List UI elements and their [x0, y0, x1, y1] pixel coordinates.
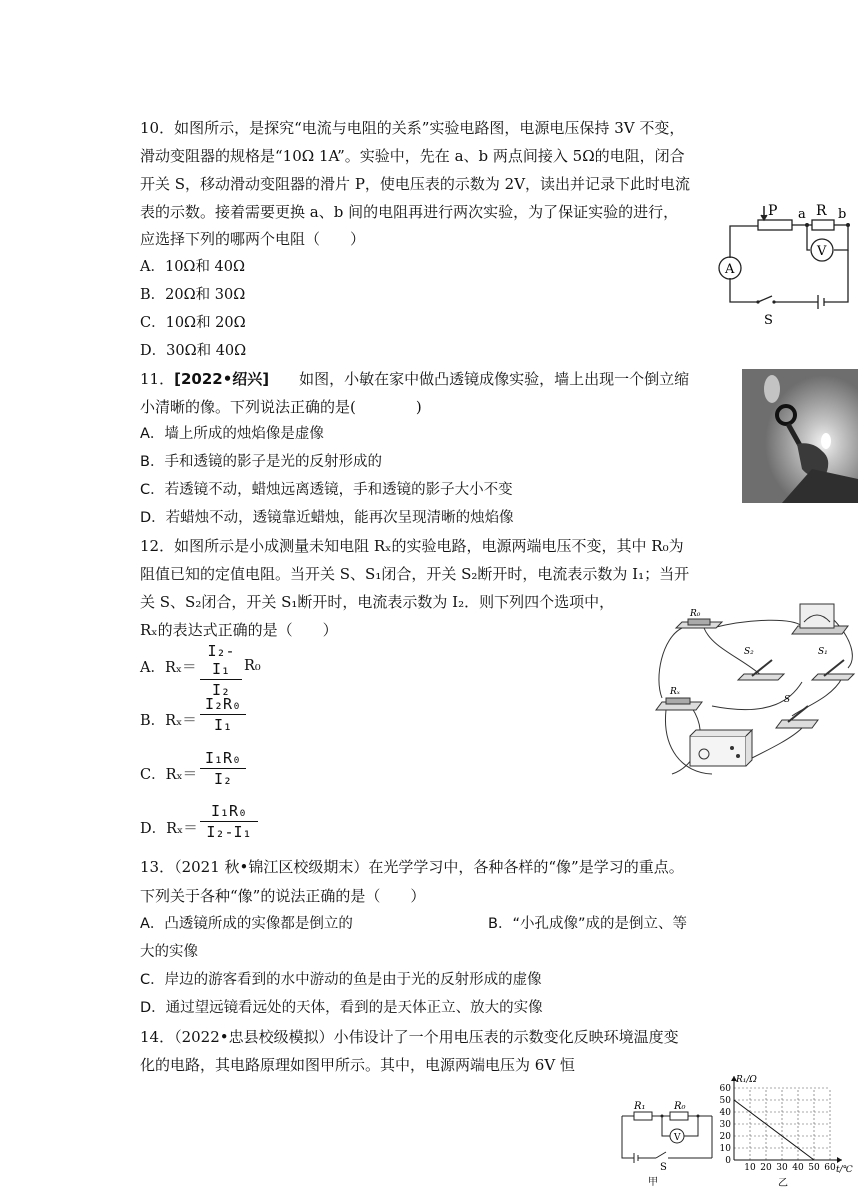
fraction-bar [200, 679, 242, 680]
q12-option-a-numerator: I₂-I₁ [207, 642, 235, 678]
q12-option-a-denominator: I₂ [211, 681, 231, 699]
q14-voltmeter-label: V [674, 1133, 681, 1143]
switch-s1 [812, 660, 854, 680]
q11-line-2: 小清晰的像。下列说法正确的是( ) [140, 398, 422, 416]
x-tick-label: 60 [824, 1163, 836, 1173]
q12-option-d-label: D．Rₓ＝ [140, 821, 198, 837]
q11-source: [2022•绍兴] [174, 370, 270, 388]
q13-option-b-continued: 大的实像 [140, 944, 198, 960]
q10-option-a: A．10Ω和 40Ω [140, 259, 246, 275]
q10-line-3: 开关 S，移动滑动变阻器的滑片 P，使电压表的示数为 2V，读出并记录下此时电流 [140, 175, 691, 193]
fraction-bar [200, 714, 246, 715]
q12-line-4: Rₓ的表达式正确的是（ ） [140, 621, 338, 639]
q10-label-p: P [768, 203, 778, 219]
x-axis-label: t/℃ [836, 1165, 853, 1175]
q11-line-1 [140, 369, 689, 389]
q13-option-a: A．凸透镜所成的实像都是倒立的 [140, 916, 353, 932]
q12-option-c-label: C．Rₓ＝ [140, 767, 198, 783]
q13-option-c: C．岸边的游客看到的水中游动的鱼是由于光的反射形成的虚像 [140, 972, 542, 988]
y-tick-label: 10 [719, 1144, 731, 1154]
q10-label-a: a [798, 207, 806, 222]
q11-option-c: C．若透镜不动，蜡烛远离透镜，手和透镜的影子大小不变 [140, 482, 513, 498]
q10-voltmeter-label: V [817, 244, 827, 259]
q12-apparatus-figure [652, 598, 858, 780]
x-tick-label: 40 [792, 1163, 804, 1173]
q13-line-2: 下列关于各种“像”的说法正确的是（ ） [140, 887, 426, 905]
q12-label-s: S [784, 695, 791, 705]
power-supply-icon [690, 730, 752, 766]
q12-option-d-numerator: I₁R₀ [210, 802, 248, 820]
q12-option-d-fraction [200, 802, 258, 841]
q12-label-s2: S₂ [744, 647, 754, 657]
q12-option-b-fraction [200, 695, 246, 734]
fraction-bar [200, 768, 246, 769]
chart-caption-yi: 乙 [778, 1178, 788, 1189]
q14-circuit-jia [614, 1096, 720, 1189]
q14-caption-jia: 甲 [648, 1177, 658, 1188]
q10-ammeter-label: A [725, 262, 735, 277]
ammeter-icon [792, 604, 848, 634]
q10-label-b: b [838, 207, 847, 222]
q12-option-a-label: A．Rₓ＝ [140, 660, 197, 676]
q10-line-5: 应选择下列的哪两个电阻（ ） [140, 230, 366, 248]
x-tick-label: 30 [776, 1163, 788, 1173]
y-tick-label: 60 [719, 1084, 731, 1094]
q12-label-rx: Rₓ [670, 687, 680, 697]
q13-option-d: D．通过望远镜看远处的天体，看到的是天体正立、放大的实像 [140, 1000, 543, 1016]
x-axis-arrow [837, 1157, 842, 1163]
switch-s [776, 706, 818, 728]
q12-option-b-numerator: I₂R₀ [204, 695, 242, 713]
q12-line-1: 12．如图所示是小成测量未知电阻 Rₓ的实验电路，电源两端电压不变，其中 R₀为 [140, 537, 684, 555]
fraction-bar [200, 821, 258, 822]
q10-line-2: 滑动变阻器的规格是“10Ω 1A”。实验中，先在 a、b 两点间接入 5Ω的电阻，闭合 [140, 147, 685, 165]
y-axis-label: R₁/Ω [736, 1075, 757, 1085]
q12-option-c-numerator: I₁R₀ [204, 749, 242, 767]
y-tick-label: 40 [719, 1108, 731, 1118]
q10-label-r: R [816, 203, 827, 219]
q10-switch-label: S [764, 313, 773, 328]
q14-label-r1: R₁ [634, 1101, 646, 1112]
q12-option-c-denominator: I₂ [213, 770, 233, 788]
rx-resistor-board [656, 698, 702, 710]
q12-option-d-denominator: I₂-I₁ [206, 823, 252, 841]
q14-line-1: 14．（2022•忠县校级模拟）小伟设计了一个用电压表的示数变化反映环境温度变 [140, 1028, 679, 1046]
r0-resistor-board [676, 619, 722, 628]
q12-label-s1: S₁ [818, 647, 828, 657]
x-tick-label: 50 [808, 1163, 820, 1173]
q14-switch-label: S [660, 1162, 667, 1173]
q11-number: 11． [140, 370, 175, 388]
q13-line-1: 13．（2021 秋•锦江区校级期末）在光学学习中，各种各样的“像”是学习的重点。 [140, 858, 684, 876]
q10-line-4: 表的示数。接着需要更换 a、b 间的电阻再进行两次实验，为了保证实验的进行， [140, 203, 679, 221]
q14-line-2: 化的电路，其电路原理如图甲所示。其中，电源两端电压为 6V 恒 [140, 1056, 575, 1074]
q14-label-r0: R₀ [674, 1101, 686, 1112]
y-tick-label: 0 [725, 1156, 731, 1166]
q10-option-b: B．20Ω和 30Ω [140, 287, 246, 303]
q13-option-b: B．“小孔成像”成的是倒立、等 [488, 916, 687, 932]
x-tick-label: 20 [760, 1163, 772, 1173]
q14-chart-yi [712, 1072, 858, 1189]
x-tick-label: 10 [744, 1163, 756, 1173]
q11-line-1-text: 如图，小敏在家中做凸透镜成像实验，墙上出现一个倒立缩 [269, 370, 690, 388]
q11-option-a: A．墙上所成的烛焰像是虚像 [140, 426, 324, 442]
y-tick-label: 50 [719, 1096, 731, 1106]
q12-label-r0: R₀ [690, 609, 701, 619]
q12-option-b-denominator: I₁ [213, 716, 233, 734]
q10-option-d: D．30Ω和 40Ω [140, 343, 247, 359]
q12-line-3: 关 S、S₂闭合，开关 S₁断开时，电流表示数为 I₂．则下列四个选项中， [140, 593, 615, 611]
q12-line-2: 阻值已知的定值电阻。当开关 S、S₁闭合，开关 S₂断开时，电流表示数为 I₁；当开 [140, 565, 690, 583]
data-line-r1-vs-t [734, 1100, 814, 1160]
q10-line-1: 10．如图所示，是探究“电流与电阻的关系”实验电路图，电源电压保持 3V 不变， [140, 119, 685, 137]
q11-option-b: B．手和透镜的影子是光的反射形成的 [140, 454, 382, 470]
q12-option-a-suffix: R₀ [244, 658, 261, 674]
q11-lens-photo [742, 369, 858, 503]
y-tick-label: 20 [719, 1132, 731, 1142]
q10-circuit-diagram [712, 198, 860, 334]
y-tick-label: 30 [719, 1120, 731, 1130]
q12-option-b-label: B．Rₓ＝ [140, 713, 197, 729]
q12-option-a-fraction [200, 642, 242, 699]
q11-option-d: D．若蜡烛不动，透镜靠近蜡烛，能再次呈现清晰的烛焰像 [140, 510, 514, 526]
q12-option-c-fraction [200, 749, 246, 788]
q10-option-c: C．10Ω和 20Ω [140, 315, 246, 331]
